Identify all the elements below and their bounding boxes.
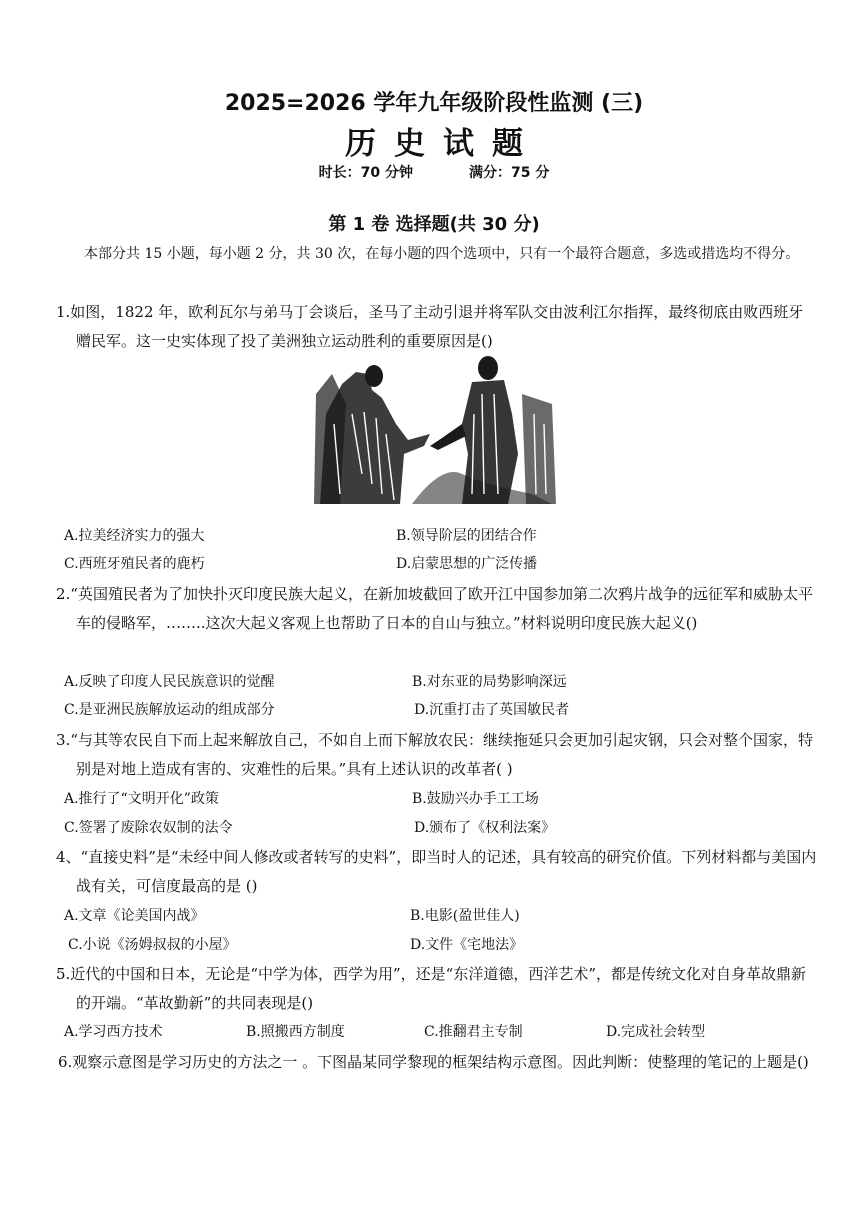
option-b[interactable]: B.对东亚的局势影响深远 [412, 674, 567, 690]
option-d[interactable]: D.沉重打击了英国敏民者 [414, 702, 570, 718]
question-5 [56, 960, 818, 1018]
option-a[interactable]: A.学习西方技术 [64, 1024, 163, 1040]
exam-title: 2025=2026 学年九年级阶段性监测 (三) [224, 91, 644, 116]
question-2 [56, 580, 818, 638]
option-d[interactable]: D.文件《宅地法》 [410, 937, 524, 953]
question-stem: 4、“直接史料”是“未经中间人修改或者转写的史料”，即当时人的记述，具有较高的研究价值。下列材料都与美国内战有关，可信度最高的是 () [56, 848, 817, 895]
question-3 [56, 726, 818, 784]
score-label: 满分：75 分 [469, 165, 550, 181]
option-c[interactable]: C.签署了废除农奴制的法令 [64, 820, 233, 836]
question-stem: 3.“与其等农民自下而上起来解放自己，不如自上而下解放农民：继续拖延只会更加引起灾钢，只会对整个国家，特别是对地上造成有害的、灾难性的后果。”具有上述认识的改革者( ) [56, 731, 813, 778]
question-stem: 6.观察示意图是学习历史的方法之一 。下图晶某同学黎现的框架结构示意图。因此判断：使整理的笔记的上题是() [58, 1053, 809, 1071]
option-d[interactable]: D.完成社会转型 [606, 1024, 706, 1040]
historical-engraving-image [312, 354, 558, 514]
option-b[interactable]: B.领导阶层的团结合作 [396, 528, 537, 544]
option-d[interactable]: D.颁布了《权利法案》 [414, 820, 556, 836]
option-c[interactable]: C.推翻君主专制 [424, 1024, 523, 1040]
question-stem: 1.如图，1822 年，欧利瓦尔与弟马丁会谈后，圣马了主动引退并将军队交由波利江尔指挥，最终彻底由败西班牙赠民军。这一史实体现了投了美洲独立运动胜利的重要原因是() [56, 303, 804, 350]
section-title: 第 1 卷 选择题(共 30 分) [328, 214, 540, 235]
question-6 [58, 1048, 820, 1077]
option-a[interactable]: A.拉美经济实力的强大 [64, 528, 205, 544]
option-a[interactable]: A.反映了印度人民民族意识的觉醒 [64, 674, 275, 690]
question-1 [56, 298, 818, 356]
option-b[interactable]: B.鼓励兴办手工工场 [412, 791, 539, 807]
question-4 [56, 843, 818, 901]
exam-meta [0, 162, 868, 182]
option-b[interactable]: B.照搬西方制度 [246, 1024, 345, 1040]
option-a[interactable]: A.推行了“文明开化”政策 [64, 791, 219, 807]
option-a[interactable]: A.文章《论美国内战》 [64, 908, 205, 924]
section-intro: 本部分共 15 小题，每小题 2 分，共 30 次，在每小题的四个选项中，只有一个最符合题意，多选或措选均不得分。 [84, 246, 800, 262]
question-stem: 5.近代的中国和日本，无论是“中学为体，西学为用”，还是“东洋道德，西洋艺术”，都是传统文化对自身革故鼎新的开端。“革故勤新”的共同表现是() [56, 965, 806, 1012]
option-d[interactable]: D.启蒙思想的广泛传播 [396, 556, 538, 572]
option-c[interactable]: C.西班牙殖民者的鹿朽 [64, 556, 205, 572]
question-stem: 2.“英国殖民者为了加快扑灭印度民族大起义，在新加坡截回了欧开江中国参加第二次鸦片战争的远征军和威胁太平车的侵略军，……..这次大起义客观上也帮助了日本的自山与独立。”材料说明印度民族大起义() [56, 585, 813, 632]
option-b[interactable]: B.电影(盈世佳人) [410, 908, 520, 924]
option-c[interactable]: C.是亚洲民族解放运动的组成部分 [64, 702, 275, 718]
duration-label: 时长：70 分钟 [318, 165, 413, 181]
subject-title: 历史试题 [345, 126, 541, 162]
option-c[interactable]: C.小说《汤姆叔叔的小屋》 [68, 937, 237, 953]
